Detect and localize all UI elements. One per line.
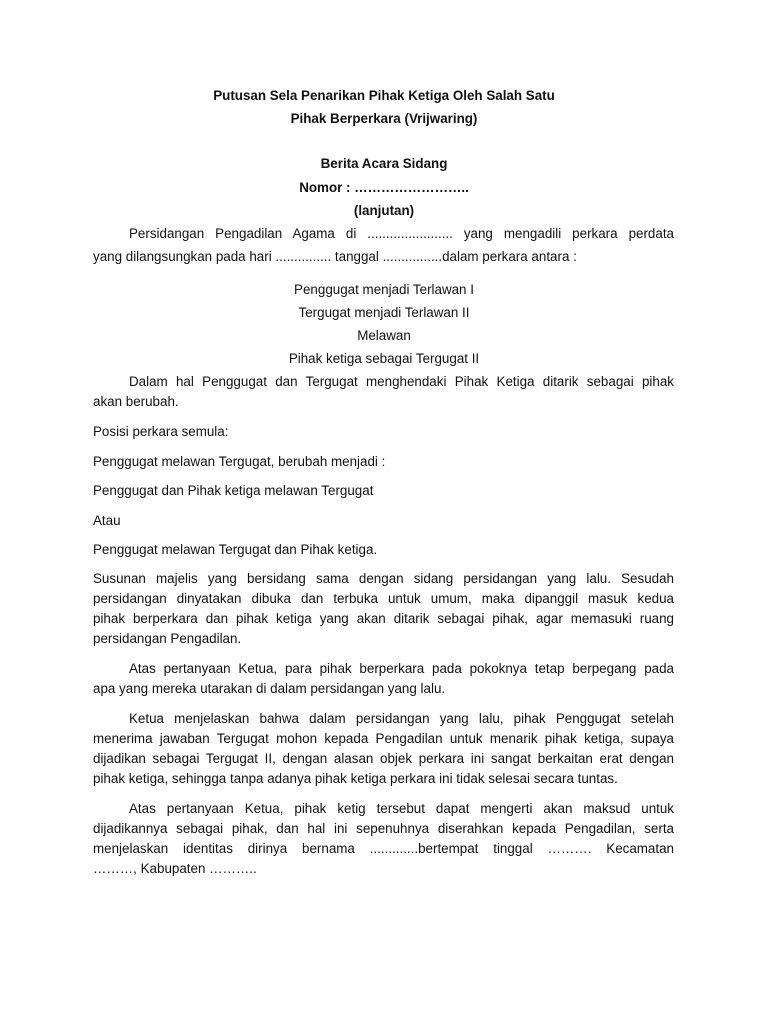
original-position-label: Posisi perkara semula:	[93, 424, 229, 439]
paragraph-line: Susunan majelis yang bersidang sama dengan sidang persidangan yang lalu. Sesudah	[93, 571, 674, 586]
paragraph-line: dijadikan sebagai Tergugat II, dengan alasan objek perkara ini sangat berkaitan erat dengan	[93, 751, 674, 766]
document-title-line-1: Putusan Sela Penarikan Pihak Ketiga Oleh Salah Satu	[213, 88, 555, 103]
document-title-line-2: Pihak Berperkara (Vrijwaring)	[290, 111, 478, 126]
paragraph-line: Atas pertanyaan Ketua, para pihak berperkara pada pokoknya tetap berpegang pada	[129, 661, 674, 676]
position-option-2: Penggugat melawan Tergugat dan Pihak ketiga.	[93, 542, 378, 557]
paragraph-line: apa yang mereka utarakan di dalam persidangan yang lalu.	[93, 681, 446, 696]
party-line: Pihak ketiga sebagai Tergugat II	[288, 351, 480, 366]
paragraph-line: persidangan Pengadilan.	[93, 631, 242, 646]
party-line: Melawan	[357, 328, 411, 343]
paragraph-line: persidangan dinyatakan dibuka dan terbuka untuk umum, maka dipanggil masuk kedua	[93, 591, 674, 606]
paragraph-line: Persidangan Pengadilan Agama di ....................... yang mengadili perkara perdata	[129, 226, 674, 241]
paragraph-line: Dalam hal Penggugat dan Tergugat menghendaki Pihak Ketiga ditarik sebagai pihak	[129, 374, 674, 389]
paragraph-line: ………, Kabupaten ………..	[93, 861, 257, 876]
continuation-note: (lanjutan)	[353, 203, 415, 218]
position-option-1: Penggugat dan Pihak ketiga melawan Tergugat	[93, 483, 374, 498]
party-line: Tergugat menjadi Terlawan II	[298, 305, 470, 320]
paragraph-line: yang dilangsungkan pada hari ............... tanggal ................dalam perkara antara :	[93, 249, 577, 264]
case-number: Nomor : ……………………..	[299, 180, 469, 195]
paragraph-line: menerima jawaban Tergugat mohon kepada Pengadilan untuk menarik pihak ketiga, supaya	[93, 731, 674, 746]
paragraph-line: akan berubah.	[93, 394, 179, 409]
or-label: Atau	[93, 513, 121, 528]
paragraph-line: pihak berperkara dan pihak ketiga yang akan ditarik sebagai pihak, agar memasuki ruang	[93, 611, 674, 626]
paragraph-line: Ketua menjelaskan bahwa dalam persidangan yang lalu, pihak Penggugat setelah	[129, 711, 674, 726]
section-heading: Berita Acara Sidang	[320, 156, 448, 171]
original-position: Penggugat melawan Tergugat, berubah menjadi :	[93, 454, 386, 469]
paragraph-line: dijadikannya sebagai pihak, dan hal ini sepenuhnya diserahkan kepada Pengadilan, serta	[93, 821, 674, 836]
paragraph-line: Atas pertanyaan Ketua, pihak ketig tersebut dapat mengerti akan maksud untuk	[129, 801, 674, 816]
party-line: Penggugat menjadi Terlawan I	[294, 282, 474, 297]
paragraph-line: menjelaskan identitas dirinya bernama .............bertempat tinggal ………. Kecamatan	[93, 841, 674, 856]
paragraph-line: pihak ketiga, sehingga tanpa adanya pihak ketiga perkara ini tidak selesai secara tuntas.	[93, 771, 618, 786]
